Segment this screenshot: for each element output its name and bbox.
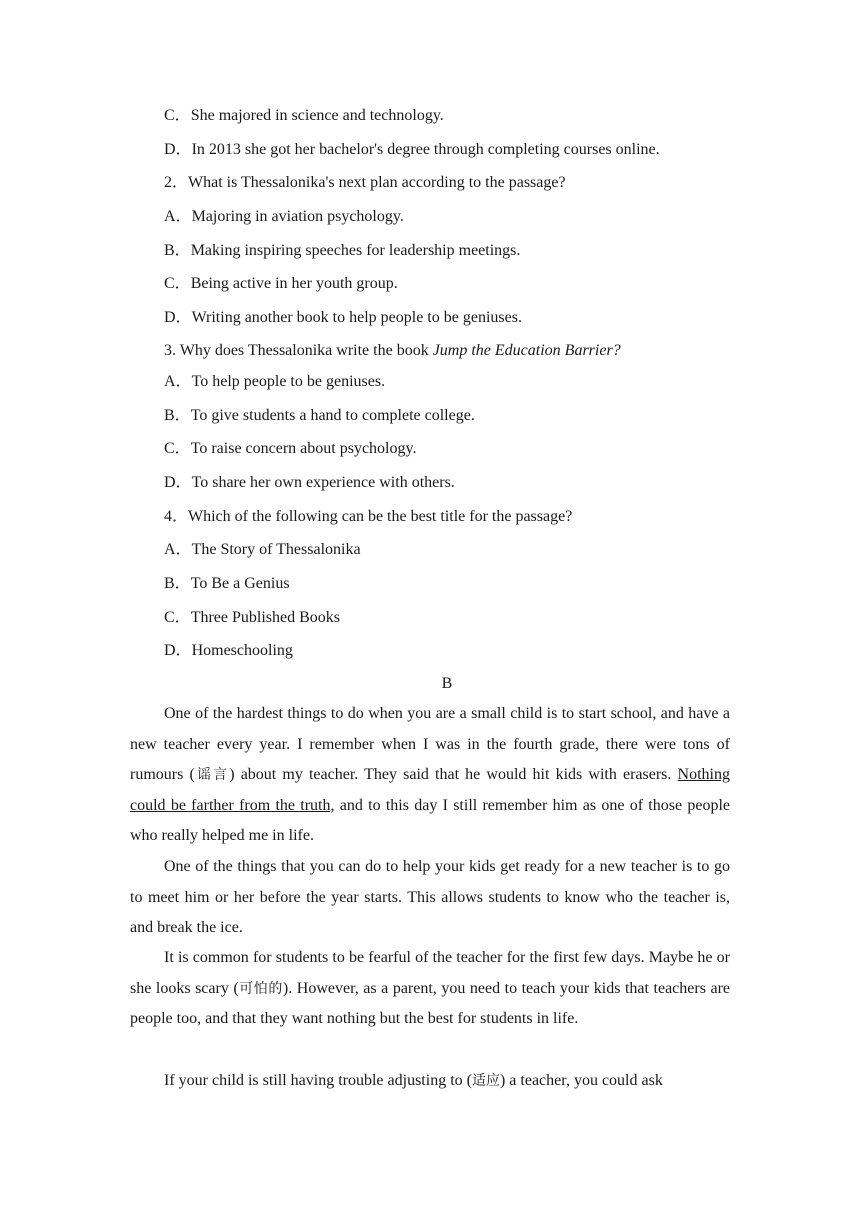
q1-option-c: [164, 106, 444, 126]
paragraph-text: It is common for students to be fearful of the teacher for the first few days. Maybe he or she looks scary (: [130, 949, 730, 997]
paragraph-text: ). However, as a parent, you need to teach your kids that teachers are people too, and that they want nothing but the best for students in life.: [130, 979, 731, 1027]
option-letter: B．: [164, 407, 191, 424]
section-b-title: B: [441, 675, 453, 692]
q4-stem: 4．Which of the following can be the best title for the passage?: [164, 508, 573, 525]
option-text: Making inspiring speeches for leadership meetings.: [190, 242, 521, 259]
section-b-paragraph-4: [130, 1066, 730, 1097]
q4-option-a: [164, 540, 361, 560]
section-b-paragraph-3: [130, 943, 730, 1035]
option-text: She majored in science and technology.: [190, 107, 444, 124]
option-letter: D．: [164, 141, 192, 158]
option-text: Three Published Books: [190, 609, 341, 626]
option-text: Homeschooling: [191, 642, 293, 659]
option-text: Writing another book to help people to be geniuses.: [191, 309, 522, 326]
q3-option-c: [164, 439, 416, 459]
option-letter: D．: [164, 642, 192, 659]
option-text: Majoring in aviation psychology.: [191, 208, 404, 225]
option-letter: A．: [164, 208, 192, 225]
gloss-cjk: 适应: [471, 1073, 500, 1089]
underlined-phrase: Nothing could be farther from the truth,: [130, 766, 730, 814]
option-letter: A．: [164, 373, 192, 390]
q2-stem: 2．What is Thessalonika's next plan according to the passage?: [164, 174, 566, 191]
option-letter: D．: [164, 309, 192, 326]
option-text: In 2013 she got her bachelor's degree through completing courses online.: [191, 141, 660, 158]
q3-stem: [164, 341, 621, 361]
option-letter: B．: [164, 242, 191, 259]
paragraph-text: ) about my teacher. They said that he would hit kids with erasers.: [229, 766, 678, 783]
option-letter: C．: [164, 275, 191, 292]
option-letter: C．: [164, 440, 191, 457]
option-text: To help people to be geniuses.: [191, 373, 386, 390]
paragraph-text: If your child is still having trouble adjusting to (: [164, 1072, 472, 1089]
section-b-paragraph-1: [130, 699, 730, 852]
gloss-cjk: 谣言: [194, 767, 230, 783]
q2-option-a: [164, 207, 404, 227]
option-text: Being active in her youth group.: [190, 275, 398, 292]
q3-option-a: [164, 372, 385, 392]
section-b-paragraph-2: One of the things that you can do to help your kids get ready for a new teacher is to go to meet him or her before the year starts. This allows students to know who the teacher is, and break the ice.: [130, 858, 730, 936]
option-letter: D．: [164, 474, 192, 491]
q3-stem-text: 3. Why does Thessalonika write the book: [164, 342, 433, 359]
q3-book-title: Jump the Education Barrier?: [432, 342, 621, 359]
option-text: To raise concern about psychology.: [190, 440, 417, 457]
paragraph-text: ) a teacher, you could ask: [499, 1072, 663, 1089]
q4-option-b: [164, 574, 290, 594]
option-letter: A．: [164, 541, 192, 558]
q2-option-b: [164, 241, 520, 261]
option-text: To give students a hand to complete college.: [190, 407, 475, 424]
q1-option-d: [164, 140, 660, 160]
q3-option-b: [164, 406, 475, 426]
paragraph-text: One of the hardest things to do when you are a small child is to start school, and have a new teacher every year. I remember when I was in the fourth grade, there were tons of rumours (: [130, 705, 730, 783]
gloss-cjk: 可怕的: [238, 980, 283, 997]
option-letter: B．: [164, 575, 191, 592]
option-text: To share her own experience with others.: [191, 474, 455, 491]
option-letter: C．: [164, 107, 191, 124]
option-text: To Be a Genius: [190, 575, 290, 592]
q4-option-d: [164, 641, 293, 661]
option-letter: C．: [164, 609, 191, 626]
q4-option-c: [164, 608, 340, 628]
option-text: The Story of Thessalonika: [191, 541, 361, 558]
q2-option-d: [164, 308, 522, 328]
q2-option-c: [164, 274, 398, 294]
paragraph-text: and to this day I still remember him as one of those people who really helped me in life.: [130, 796, 730, 844]
q3-option-d: [164, 473, 455, 493]
